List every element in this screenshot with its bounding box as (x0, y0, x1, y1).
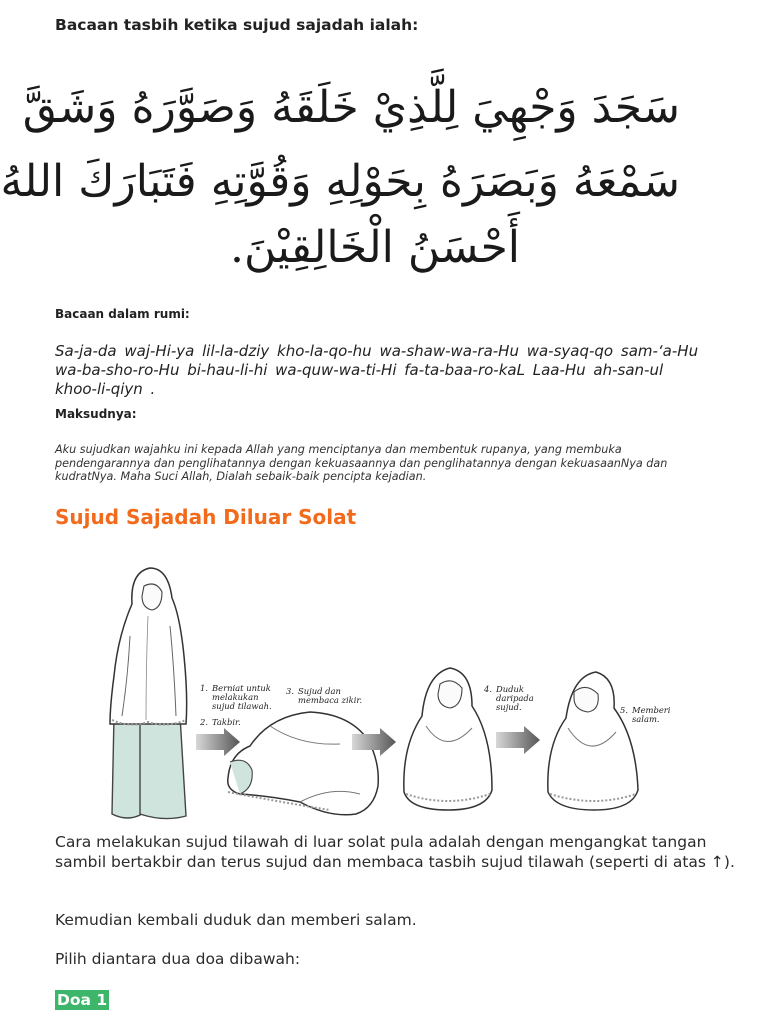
svg-text:4.: 4. (484, 684, 492, 694)
section-title: Sujud Sajadah Diluar Solat (55, 505, 357, 529)
svg-text:1.: 1. (200, 683, 208, 693)
svg-text:daripada: daripada (496, 693, 534, 703)
sujud-steps-illustration (100, 556, 680, 828)
svg-text:Memberi: Memberi (632, 705, 671, 715)
maksud-text: Aku sujudkan wajahku ini kepada Allah yang menciptanya dan membentuk rupanya, yang membuka pendengarannya dan penglihatannya dengan kekuasaannya dan penglihatannya dengan kekuasaanNya dan kudratNya. Maha Suci Allah, Dialah sebaik-baik pencipta kejadian. (55, 443, 668, 483)
arrow-right-icon (196, 728, 240, 756)
step-1-label (200, 683, 272, 711)
svg-text:salam.: salam. (632, 714, 660, 724)
svg-text:3.: 3. (286, 686, 294, 696)
svg-text:Duduk: Duduk (496, 684, 524, 694)
rumi-text: Sa-ja-da waj-Hi-ya lil-la-dziy kho-la-qo-hu wa-shaw-wa-ra-Hu wa-syaq-qo sam-‘a-Hu wa-ba-sho-ro-Hu bi-hau-li-hi wa-quw-wa-ti-Hi fa-ta-baa-ro-kaL Laa-Hu ah-san-ul khoo-li-qiyn . (55, 342, 699, 398)
svg-text:membaca zikir.: membaca zikir. (298, 695, 363, 705)
arabic-line-3: أَحْسَنُ الْخَالِقِيْنَ. (229, 222, 521, 273)
svg-text:5.: 5. (620, 705, 628, 715)
standing-figure (110, 568, 187, 819)
doa-1-badge: Doa 1 (57, 991, 108, 1009)
svg-text:2.: 2. (200, 717, 208, 727)
step-2-label (199, 717, 241, 727)
step-4-label (483, 684, 534, 712)
arrow-right-icon (496, 726, 540, 754)
salam-figure (548, 672, 638, 810)
sitting-figure (404, 668, 492, 810)
maksud-label: Maksudnya: (55, 407, 137, 421)
svg-text:Berniat untuk: Berniat untuk (212, 683, 271, 693)
heading: Bacaan tasbih ketika sujud sajadah ialah: (55, 16, 419, 34)
step-3-label (286, 686, 362, 705)
choose-doa-paragraph: Pilih diantara dua doa dibawah: (55, 950, 301, 968)
svg-text:Sujud dan: Sujud dan (298, 686, 341, 696)
prostrating-figure (228, 712, 379, 815)
salam-paragraph: Kemudian kembali duduk dan memberi salam. (55, 911, 417, 929)
step-5-label (620, 705, 671, 724)
svg-text:sujud tilawah.: sujud tilawah. (212, 701, 272, 711)
arabic-line-2: سَمْعَهُ وَبَصَرَهُ بِحَوْلِهِ وَقُوَّتِهِ فَتَبَارَكَ اللهُ (0, 156, 680, 207)
svg-text:sujud.: sujud. (496, 702, 522, 712)
arabic-line-1: سَجَدَ وَجْهِيَ لِلَّذِيْ خَلَقَهُ وَصَوَّرَهُ وَشَقَّ (22, 82, 680, 133)
instruction-paragraph: Cara melakukan sujud tilawah di luar solat pula adalah dengan mengangkat tangan sambil bertakbir dan terus sujud dan membaca tasbih sujud tilawah (seperti di atas ↑). (55, 833, 735, 871)
rumi-label: Bacaan dalam rumi: (55, 307, 190, 321)
svg-text:Takbir.: Takbir. (212, 717, 241, 727)
svg-text:melakukan: melakukan (212, 692, 259, 702)
